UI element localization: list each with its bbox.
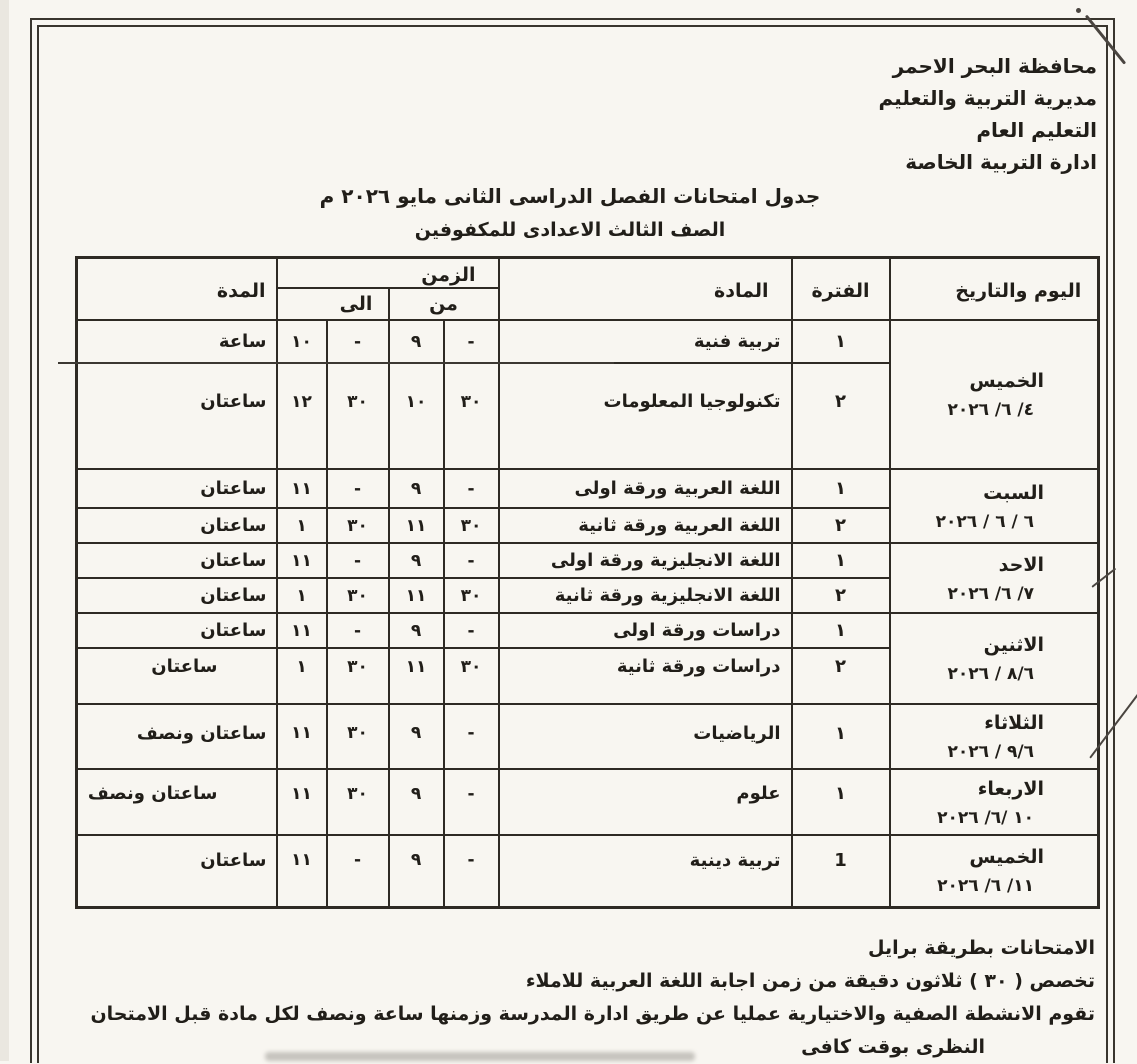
table-row [77, 704, 1099, 769]
header-from: من [389, 288, 499, 320]
day-date: ٧/ ٦/ ٢٠٢٦ [947, 583, 1035, 604]
scan-doubled-rule [58, 362, 614, 364]
table-row [77, 320, 1099, 363]
from-minute-cell: ٣٠ [444, 363, 499, 469]
duration-cell: ساعتان ونصف [77, 704, 277, 769]
duration-cell: ساعتان [77, 363, 277, 469]
letterhead-line-special-education: ادارة التربية الخاصة [905, 150, 1097, 174]
to-minute-cell: - [327, 469, 389, 508]
from-hour-cell: ١١ [389, 578, 444, 613]
period-cell: ١ [792, 704, 890, 769]
day-cell [890, 320, 1099, 469]
exam-schedule-table [75, 256, 1100, 909]
day-date: ٨/٦ / ٢٠٢٦ [947, 664, 1035, 684]
from-hour-cell: ٩ [389, 613, 444, 648]
header-period: الفترة [792, 258, 890, 321]
table-row [77, 613, 1099, 648]
header-day-date: اليوم والتاريخ [890, 258, 1099, 321]
notes [80, 932, 1095, 1064]
note-activities-continued: النظرى بوقت كافى [801, 1036, 985, 1058]
subject-cell: علوم [499, 769, 792, 835]
scan-edge-shadow [0, 0, 9, 1061]
letterhead-line-directorate: مديرية التربية والتعليم [878, 86, 1097, 110]
day-name: الاثنين [983, 634, 1045, 656]
to-minute-cell: ٣٠ [327, 578, 389, 613]
from-minute-cell: - [444, 613, 499, 648]
day-date: ٩/٦ / ٢٠٢٦ [947, 742, 1035, 762]
period-cell: ٢ [792, 363, 890, 469]
day-cell [890, 469, 1099, 543]
to-hour-cell: ١ [277, 648, 327, 704]
duration-cell: ساعتان [77, 835, 277, 907]
from-minute-cell: ٣٠ [444, 508, 499, 543]
from-minute-cell: - [444, 320, 499, 363]
duration-cell: ساعتان [77, 648, 277, 704]
subject-cell: تربية دينية [499, 835, 792, 907]
day-cell [890, 704, 1099, 769]
period-cell: ١ [792, 769, 890, 835]
duration-cell: ساعتان [77, 543, 277, 578]
header-subject: المادة [499, 258, 792, 321]
period-cell: ١ [792, 320, 890, 363]
table-row [77, 543, 1099, 578]
to-hour-cell: ١١ [277, 469, 327, 508]
to-hour-cell: ١٠ [277, 320, 327, 363]
letterhead-line-governorate: محافظة البحر الاحمر [892, 54, 1097, 78]
to-minute-cell: ٣٠ [327, 769, 389, 835]
from-hour-cell: ٩ [389, 543, 444, 578]
subject-cell: دراسات ورقة اولى [499, 613, 792, 648]
day-date: ١٠ /٦/ ٢٠٢٦ [937, 807, 1035, 828]
day-name: الخميس [969, 846, 1045, 869]
subject-cell: اللغة الانجليزية ورقة اولى [499, 543, 792, 578]
day-name: الخميس [969, 370, 1045, 392]
day-name: السبت [983, 481, 1045, 504]
from-minute-cell: - [444, 704, 499, 769]
duration-cell: ساعتان ونصف [77, 769, 277, 835]
subject-cell: تكنولوجيا المعلومات [499, 363, 792, 469]
to-minute-cell: - [327, 320, 389, 363]
to-hour-cell: ١ [277, 578, 327, 613]
period-cell: ١ [792, 613, 890, 648]
period-cell: ٢ [792, 578, 890, 613]
period-cell: ١ [792, 469, 890, 508]
page-subtitle: الصف الثالث الاعدادى للمكفوفين [414, 219, 726, 241]
header-time: الزمن [277, 258, 499, 289]
from-minute-cell: ٣٠ [444, 648, 499, 704]
day-date: ٤/ ٦/ ٢٠٢٦ [947, 400, 1035, 420]
to-minute-cell: - [327, 543, 389, 578]
day-date: ٦ / ٦ / ٢٠٢٦ [935, 511, 1035, 532]
table-row [77, 469, 1099, 508]
to-minute-cell: ٣٠ [327, 704, 389, 769]
to-hour-cell: ١١ [277, 835, 327, 907]
day-date: ١١/ ٦/ ٢٠٢٦ [937, 876, 1035, 897]
from-hour-cell: ٩ [389, 704, 444, 769]
page-title: جدول امتحانات الفصل الدراسى الثانى مايو ٢٠٢٦ م [319, 184, 821, 208]
subject-cell: دراسات ورقة ثانية [499, 648, 792, 704]
header-to: الى [277, 288, 389, 320]
duration-cell: ساعتان [77, 578, 277, 613]
day-name: الثلاثاء [984, 712, 1045, 734]
day-cell [890, 613, 1099, 704]
duration-cell: ساعتان [77, 469, 277, 508]
to-hour-cell: ١١ [277, 704, 327, 769]
day-name: الاحد [998, 553, 1045, 576]
duration-cell: ساعتان [77, 613, 277, 648]
header-duration: المدة [77, 258, 277, 321]
from-hour-cell: ٩ [389, 469, 444, 508]
day-cell [890, 835, 1099, 907]
from-minute-cell: - [444, 835, 499, 907]
to-minute-cell: ٣٠ [327, 508, 389, 543]
period-cell: ٢ [792, 508, 890, 543]
to-minute-cell: - [327, 613, 389, 648]
subject-cell: تربية فنية [499, 320, 792, 363]
letterhead-line-general-education: التعليم العام [976, 118, 1097, 142]
pen-dot-top-right [1076, 8, 1081, 13]
table-header-row-1 [77, 258, 1099, 289]
note-braille: الامتحانات بطريقة برايل [868, 937, 1095, 959]
table-row [77, 769, 1099, 835]
from-hour-cell: ١١ [389, 508, 444, 543]
subject-cell: اللغة العربية ورقة اولى [499, 469, 792, 508]
day-cell [890, 769, 1099, 835]
to-hour-cell: ١١ [277, 543, 327, 578]
from-hour-cell: ١٠ [389, 363, 444, 469]
from-minute-cell: - [444, 769, 499, 835]
cutoff-text-smudge [265, 1052, 695, 1061]
subject-cell: الرياضيات [499, 704, 792, 769]
from-minute-cell: - [444, 469, 499, 508]
from-minute-cell: - [444, 543, 499, 578]
letterhead [879, 50, 1098, 178]
period-cell: 1 [792, 835, 890, 907]
from-minute-cell: ٣٠ [444, 578, 499, 613]
note-activities: تقوم الانشطة الصفية والاختيارية عمليا عن طريق ادارة المدرسة وزمنها ساعة ونصف لكل مادة قبل الامتحان [90, 1003, 1095, 1025]
to-hour-cell: ١٢ [277, 363, 327, 469]
from-hour-cell: ٩ [389, 320, 444, 363]
duration-cell: ساعة [77, 320, 277, 363]
to-hour-cell: ١ [277, 508, 327, 543]
subject-cell: اللغة العربية ورقة ثانية [499, 508, 792, 543]
from-hour-cell: ١١ [389, 648, 444, 704]
from-hour-cell: ٩ [389, 769, 444, 835]
to-hour-cell: ١١ [277, 769, 327, 835]
day-cell [890, 543, 1099, 613]
duration-cell: ساعتان [77, 508, 277, 543]
note-dictation-time: تخصص ( ٣٠ ) ثلاثون دقيقة من زمن اجابة اللغة العربية للاملاء [525, 970, 1095, 992]
to-hour-cell: ١١ [277, 613, 327, 648]
period-cell: ١ [792, 543, 890, 578]
table-row [77, 835, 1099, 907]
period-cell: ٢ [792, 648, 890, 704]
to-minute-cell: ٣٠ [327, 363, 389, 469]
from-hour-cell: ٩ [389, 835, 444, 907]
subject-cell: اللغة الانجليزية ورقة ثانية [499, 578, 792, 613]
to-minute-cell: - [327, 835, 389, 907]
day-name: الاربعاء [977, 777, 1045, 800]
to-minute-cell: ٣٠ [327, 648, 389, 704]
